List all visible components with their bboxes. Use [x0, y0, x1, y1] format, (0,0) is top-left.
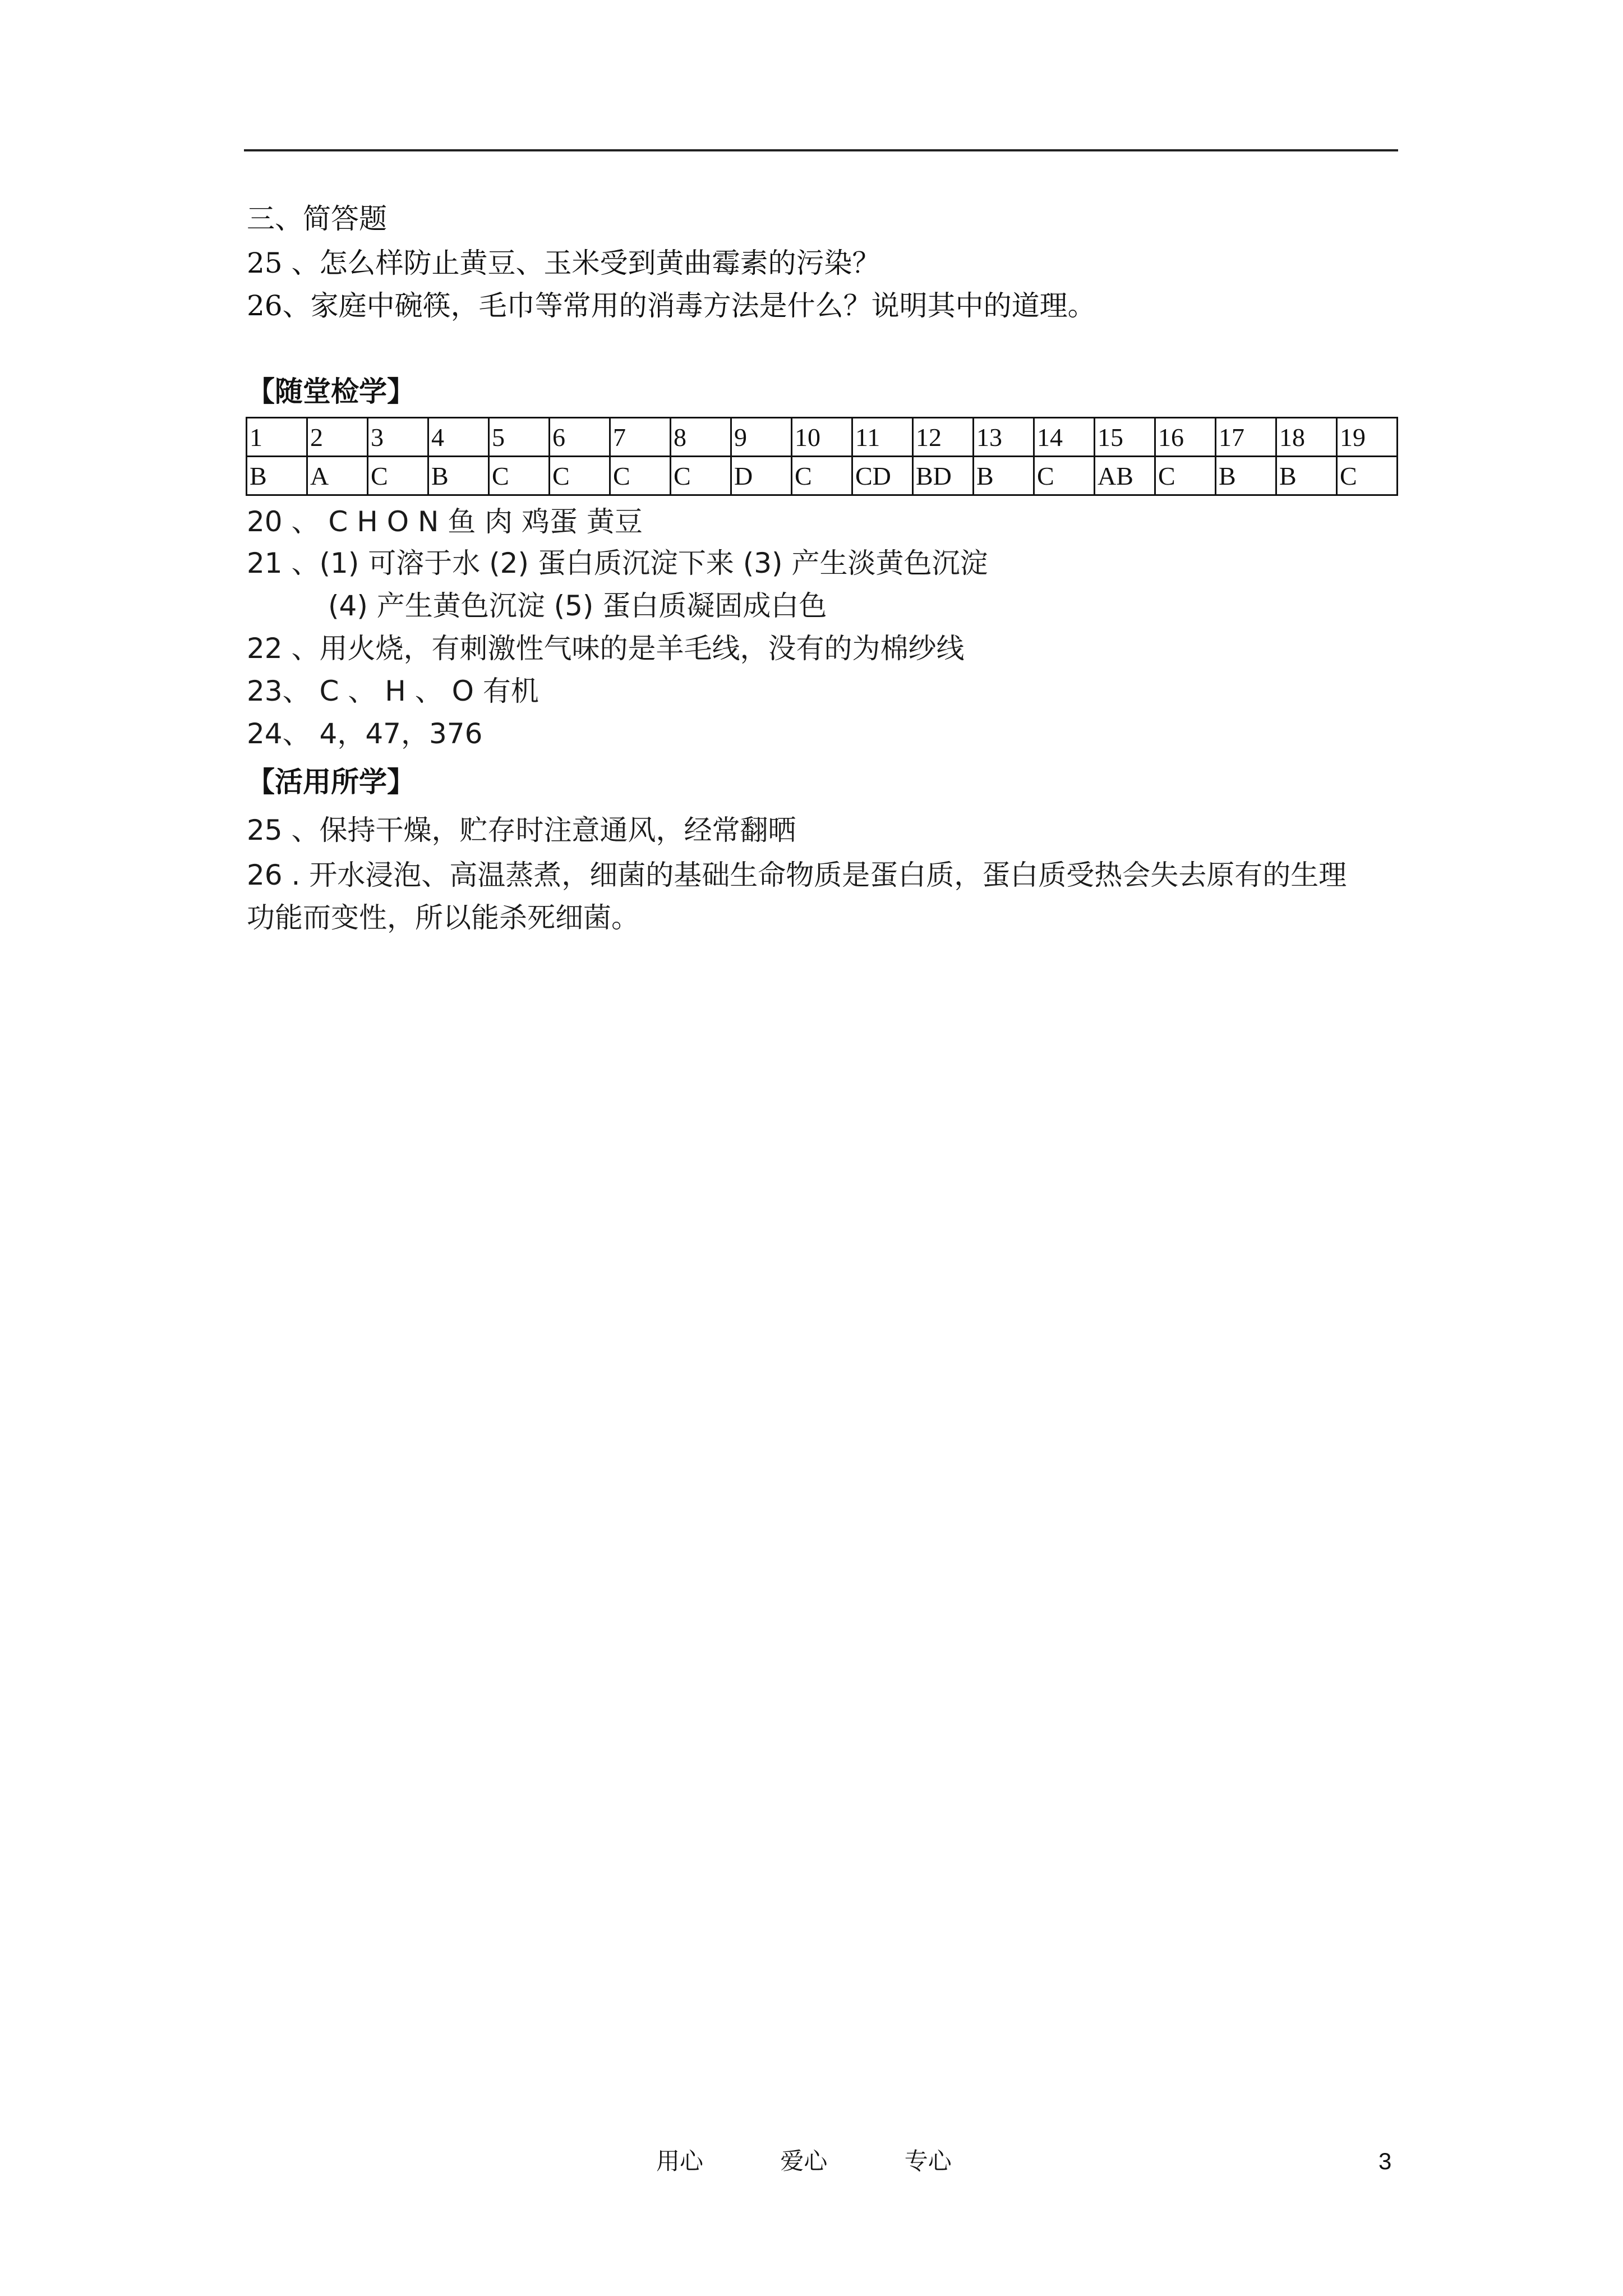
table-cell-number: 5: [489, 418, 550, 457]
table-cell-answer: C: [368, 457, 428, 495]
footer-mottos: [656, 2146, 1021, 2177]
table-cell-answer: C: [671, 457, 731, 495]
table-cell-number: 6: [550, 418, 610, 457]
table-cell-number: 15: [1095, 418, 1155, 457]
answer-table: [246, 417, 1398, 496]
table-cell-number: 2: [307, 418, 368, 457]
table-cell-number: 4: [428, 418, 489, 457]
section-title: 三、简答题: [247, 203, 387, 235]
table-cell-number: 13: [974, 418, 1034, 457]
table-cell-number: 3: [368, 418, 428, 457]
footer-motto: 爱心: [780, 2147, 828, 2175]
apply-section-title: 【活用所学】: [247, 765, 415, 798]
answer-20: 20 、 C H O N 鱼 肉 鸡蛋 黄豆: [247, 505, 643, 538]
table-cell-answer: C: [489, 457, 550, 495]
table-cell-number: 18: [1276, 418, 1337, 457]
table-cell-answer: CD: [852, 457, 913, 495]
table-cell-number: 19: [1337, 418, 1398, 457]
check-section-title: 【随堂检学】: [247, 375, 415, 408]
answer-22: 22 、用火烧，有刺激性气味的是羊毛线，没有的为棉纱线: [247, 632, 965, 665]
table-cell-number: 17: [1216, 418, 1276, 457]
answer-apply-26-line-1: 26 . 开水浸泡、高温蒸煮，细菌的基础生命物质是蛋白质，蛋白质受热会失去原有的生理: [247, 859, 1347, 891]
table-cell-answer: C: [1155, 457, 1216, 495]
table-cell-number: 8: [671, 418, 731, 457]
table-cell-answer: B: [1276, 457, 1337, 495]
table-cell-number: 16: [1155, 418, 1216, 457]
table-cell-answer: BD: [913, 457, 974, 495]
footer-motto: 用心: [656, 2147, 704, 2175]
footer-motto: 专心: [904, 2147, 952, 2175]
question-25: 25 、怎么样防止黄豆、玉米受到黄曲霉素的污染？: [247, 247, 880, 279]
table-cell-answer: A: [307, 457, 368, 495]
question-26: 26、家庭中碗筷，毛巾等常用的消毒方法是什么？说明其中的道理。: [247, 289, 1096, 322]
answer-21-line-1: 21 、(1) 可溶于水 (2) 蛋白质沉淀下来 (3) 产生淡黄色沉淀: [247, 547, 988, 579]
table-cell-number: 1: [247, 418, 307, 457]
answer-23: 23、 C 、 H 、 O 有机: [247, 675, 539, 707]
table-cell-answer: C: [1034, 457, 1095, 495]
table-cell-answer: B: [428, 457, 489, 495]
table-cell-answer: B: [974, 457, 1034, 495]
answer-table-answer-row: [247, 457, 1398, 495]
table-cell-number: 10: [792, 418, 852, 457]
table-cell-number: 11: [852, 418, 913, 457]
table-cell-answer: C: [1337, 457, 1398, 495]
table-cell-number: 7: [610, 418, 671, 457]
page-number: 3: [1378, 2148, 1392, 2174]
table-cell-answer: AB: [1095, 457, 1155, 495]
table-cell-answer: D: [731, 457, 792, 495]
answer-table-number-row: [247, 418, 1398, 457]
table-cell-answer: C: [550, 457, 610, 495]
table-cell-number: 12: [913, 418, 974, 457]
header-rule: [244, 149, 1398, 151]
table-cell-answer: B: [247, 457, 307, 495]
answer-apply-26-line-2: 功能而变性，所以能杀死细菌。: [247, 901, 639, 934]
table-cell-answer: C: [792, 457, 852, 495]
table-cell-number: 9: [731, 418, 792, 457]
table-cell-answer: B: [1216, 457, 1276, 495]
answer-apply-25: 25 、保持干燥，贮存时注意通风，经常翻晒: [247, 814, 796, 846]
answer-24: 24、 4，47，376: [247, 717, 483, 750]
answer-21-line-2: (4) 产生黄色沉淀 (5) 蛋白质凝固成白色: [328, 590, 827, 622]
table-cell-answer: C: [610, 457, 671, 495]
table-cell-number: 14: [1034, 418, 1095, 457]
